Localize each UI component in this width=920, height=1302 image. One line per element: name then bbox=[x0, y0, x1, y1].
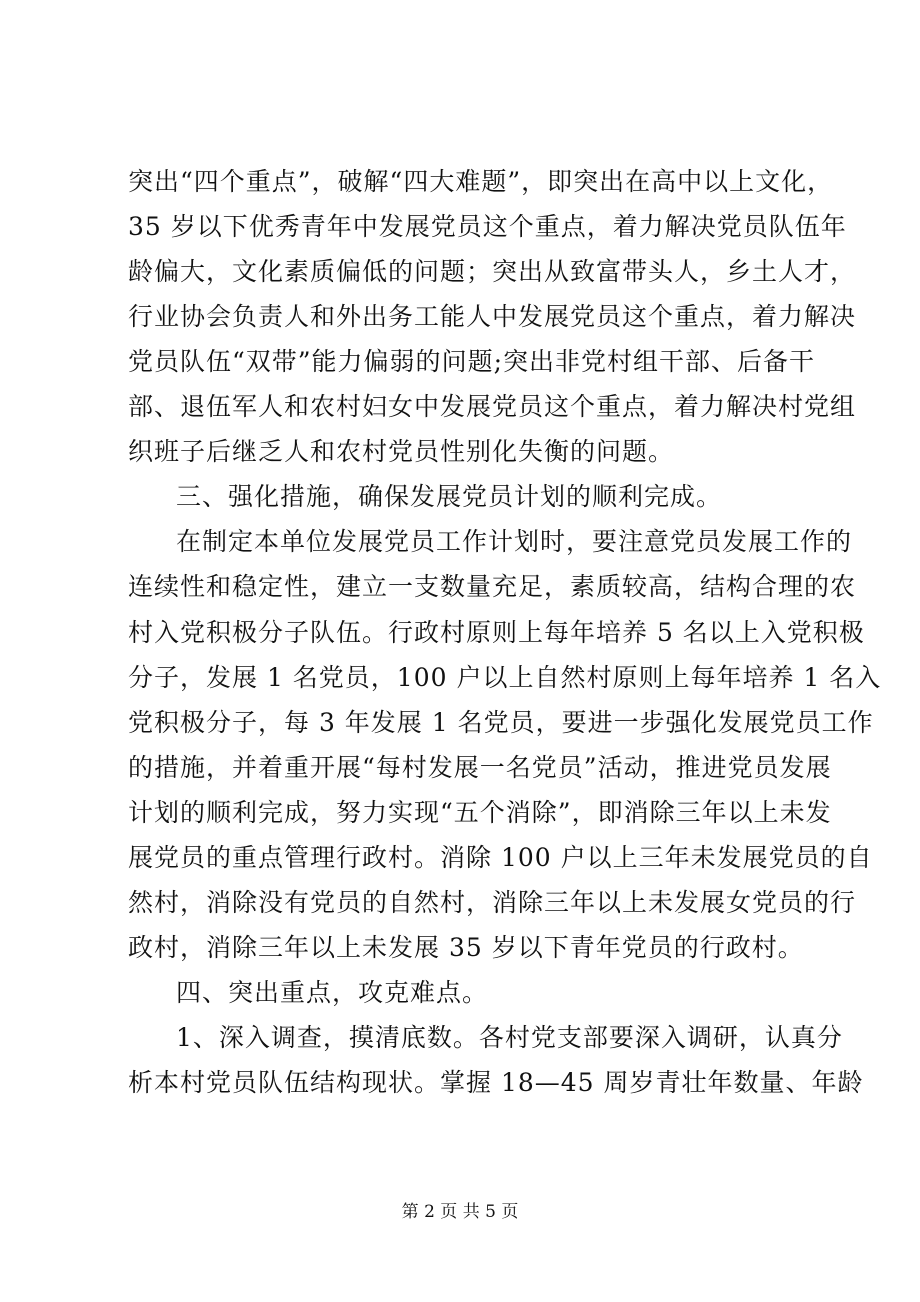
body-line-11: 村入党积极分子队伍。行政村原则上每年培养 5 名以上入党积极 bbox=[128, 618, 865, 647]
section-heading-3: 三、强化措施，确保发展党员计划的顺利完成。 bbox=[176, 482, 723, 511]
body-line-14: 的措施，并着重开展“每村发展一名党员”活动，推进党员发展 bbox=[128, 753, 832, 782]
body-line-21: 析本村党员队伍结构现状。掌握 18—45 周岁青壮年数量、年龄 bbox=[128, 1068, 864, 1097]
body-line-20: 1、深入调查，摸清底数。各村党支部要深入调研，认真分 bbox=[176, 1023, 843, 1052]
body-line-12: 分子，发展 1 名党员，100 户以上自然村原则上每年培养 1 名入 bbox=[128, 663, 882, 692]
body-line-15: 计划的顺利完成，努力实现“五个消除”，即消除三年以上未发 bbox=[128, 798, 832, 827]
body-line-18: 政村，消除三年以上未发展 35 岁以下青年党员的行政村。 bbox=[128, 933, 804, 962]
body-line-3: 龄偏大，文化素质偏低的问题；突出从致富带头人，乡土人才， bbox=[128, 257, 857, 286]
body-line-16: 展党员的重点管理行政村。消除 100 户以上三年未发展党员的自 bbox=[128, 843, 873, 872]
body-line-1: 突出“四个重点”，破解“四大难题”，即突出在高中以上文化， bbox=[128, 167, 834, 196]
body-line-5: 党员队伍“双带”能力偏弱的问题;突出非党村组干部、后备干 bbox=[128, 347, 815, 376]
body-line-4: 行业协会负责人和外出务工能人中发展党员这个重点，着力解决 bbox=[128, 302, 857, 331]
section-heading-4: 四、突出重点，攻克难点。 bbox=[176, 978, 489, 1007]
body-line-2: 35 岁以下优秀青年中发展党员这个重点，着力解决党员队伍年 bbox=[128, 212, 847, 241]
body-line-13: 党积极分子，每 3 年发展 1 名党员，要进一步强化发展党员工作 bbox=[128, 708, 874, 737]
body-line-6: 部、退伍军人和农村妇女中发展党员这个重点，着力解决村党组 bbox=[128, 392, 857, 421]
body-line-7: 织班子后继乏人和农村党员性别化失衡的问题。 bbox=[128, 437, 675, 466]
body-line-17: 然村，消除没有党员的自然村，消除三年以上未发展女党员的行 bbox=[128, 888, 857, 917]
body-line-9: 在制定本单位发展党员工作计划时，要注意党员发展工作的 bbox=[176, 527, 853, 556]
page-footer: 第 2 页 共 5 页 bbox=[401, 1202, 519, 1222]
body-line-10: 连续性和稳定性，建立一支数量充足，素质较高，结构合理的农 bbox=[128, 572, 857, 601]
